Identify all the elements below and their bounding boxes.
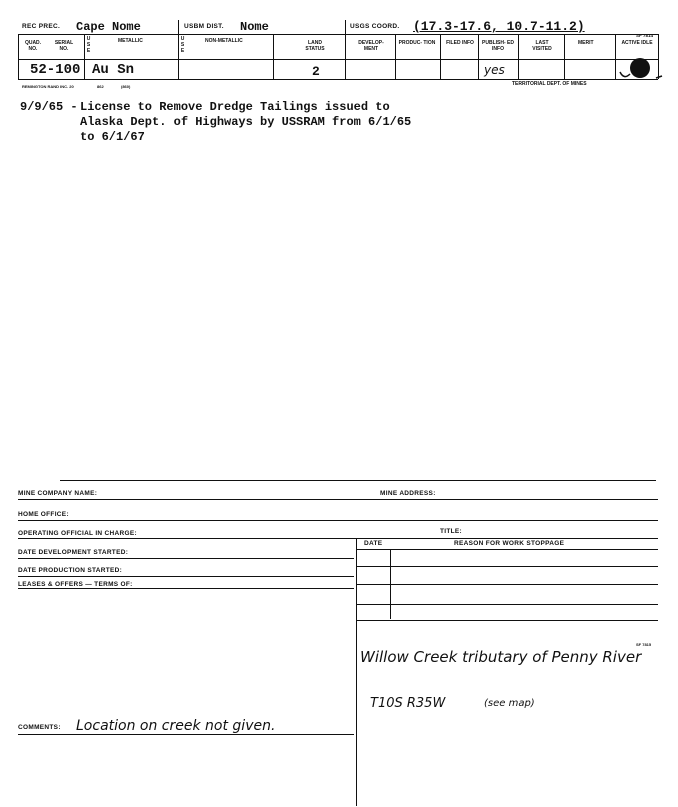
prod-started-label: DATE PRODUCTION STARTED: [18, 567, 123, 574]
published-value: yes [484, 63, 505, 77]
map-note: (see map) [484, 698, 535, 709]
form-number-2: SF 7815 [636, 642, 652, 647]
metallic-value: Au Sn [92, 62, 135, 78]
reason-label: REASON FOR WORK STOPPAGE [454, 540, 565, 547]
mine-company-label: MINE COMPANY NAME: [18, 490, 98, 497]
land-status-label: LAND STATUS [305, 40, 325, 52]
merit-label: MERIT [578, 40, 594, 46]
note-line-1: License to Remove Dredge Tailings issued to [80, 100, 390, 114]
comments-value: Location on creek not given. [76, 718, 276, 734]
usgs-coord-label: USGS COORD. [350, 23, 400, 30]
filed-info-label: FILED INFO [446, 40, 474, 46]
last-visited-label: LAST VISITED [532, 40, 552, 52]
active-checkmark-icon [614, 52, 666, 84]
use-letters: U S E [86, 36, 91, 54]
location-note: Willow Creek tributary of Penny River [360, 648, 642, 666]
production-label: PRODUC- TION [398, 40, 436, 46]
metallic-label: METALLIC [118, 38, 143, 44]
leases-label: LEASES & OFFERS — TERMS OF: [18, 581, 133, 588]
nonmetallic-label: NON-METALLIC [205, 38, 243, 44]
operating-official-label: OPERATING OFFICIAL IN CHARGE: [18, 530, 137, 537]
usgs-coord-value: (17.3-17.6, 10.7-11.2) [413, 19, 585, 34]
mine-address-label: MINE ADDRESS: [380, 490, 436, 497]
serial-no-label: SERIAL NO. [54, 40, 74, 52]
township-note: T10S R35W [370, 696, 446, 711]
published-info-label: PUBLISH- ED INFO [482, 40, 514, 52]
quad-serial-value: 52-100 [30, 62, 81, 78]
land-status-value: 2 [312, 64, 320, 79]
printer-code-2: (860) [121, 84, 131, 89]
lower-form [0, 470, 678, 807]
dev-started-label: DATE DEVELOPMENT STARTED: [18, 549, 129, 556]
active-idle-label: ACTIVE IDLE [621, 40, 653, 46]
rec-prec-value: Cape Nome [76, 20, 141, 34]
header-form [0, 0, 678, 95]
rec-prec-label: REC PREC. [22, 23, 61, 30]
note-date: 9/9/65 - [20, 100, 78, 114]
dept-footer: TERRITORIAL DEPT. OF MINES [512, 81, 587, 87]
form-number: SF 7814 [636, 33, 654, 38]
use-letters-nonmetallic: U S E [180, 36, 185, 54]
usbm-dist-value: Nome [240, 20, 269, 34]
development-label: DEVELOP- MENT [358, 40, 384, 52]
date-label: DATE [364, 540, 383, 547]
comments-label: COMMENTS: [18, 724, 61, 731]
printer-code-1: 862 [97, 84, 104, 89]
note-line-2: Alaska Dept. of Highways by USSRAM from 6/1/65 [80, 115, 412, 129]
usbm-dist-label: USBM DIST. [184, 23, 224, 30]
note-line-3: to 6/1/67 [80, 130, 145, 144]
title-label: TITLE: [440, 528, 463, 535]
home-office-label: HOME OFFICE: [18, 511, 69, 518]
quad-no-label: QUAD. NO. [24, 40, 42, 52]
printer-credit: REMINGTON RAND INC. 20 [22, 84, 74, 89]
